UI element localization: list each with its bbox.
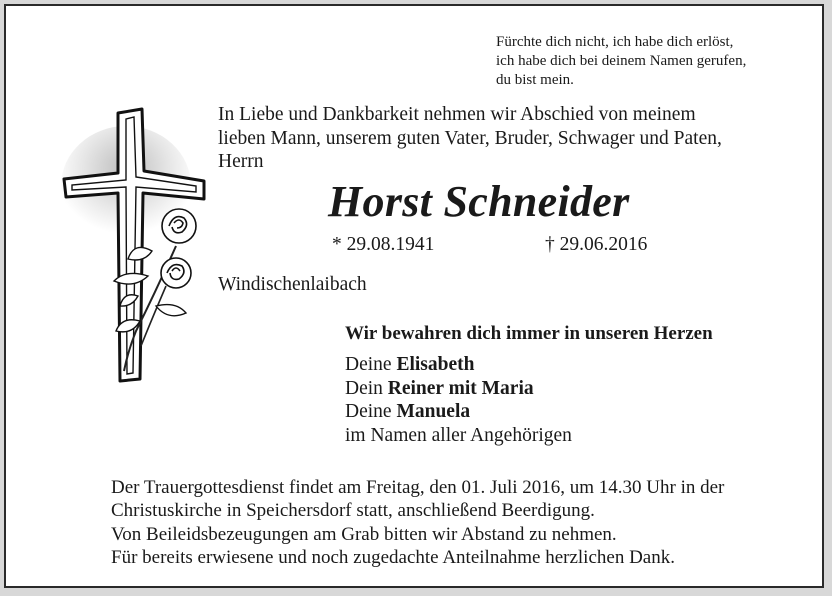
deceased-name: Horst Schneider bbox=[328, 177, 630, 226]
footer-line: Der Trauergottesdienst findet am Freitag, den 01. Juli 2016, um 14.30 Uhr in der bbox=[111, 477, 725, 498]
intro-text bbox=[218, 103, 722, 174]
cross-with-roses-icon bbox=[56, 101, 216, 391]
verse-line: du bist mein. bbox=[496, 72, 574, 88]
death-date: † 29.06.2016 bbox=[545, 234, 648, 255]
signatories-closing: im Namen aller Angehörigen bbox=[345, 424, 572, 446]
intro-line: Herrn bbox=[218, 151, 264, 172]
signatory-prefix: Dein bbox=[345, 377, 388, 399]
signatory-line bbox=[345, 377, 572, 401]
signatory-line bbox=[345, 400, 572, 424]
signatory-line bbox=[345, 353, 572, 377]
signatory-name: Elisabeth bbox=[396, 354, 475, 375]
bible-verse bbox=[496, 33, 746, 90]
obituary-card bbox=[4, 4, 824, 588]
signatory-prefix: Deine bbox=[345, 354, 397, 375]
verse-line: ich habe dich bei deinem Namen gerufen, bbox=[496, 53, 747, 69]
signatory-name: Manuela bbox=[396, 401, 471, 423]
signatory-prefix: Deine bbox=[345, 401, 397, 423]
signatories bbox=[345, 353, 572, 447]
intro-line: In Liebe und Dankbarkeit nehmen wir Abschied von meinem bbox=[218, 104, 696, 125]
birth-date: * 29.08.1941 bbox=[332, 234, 435, 255]
footer-text bbox=[111, 476, 724, 569]
footer-line: Für bereits erwiesene und noch zugedachte Anteilnahme herzlichen Dank. bbox=[111, 546, 675, 568]
hometown: Windischenlaibach bbox=[218, 274, 367, 295]
footer-line: Christuskirche in Speichersdorf statt, anschließend Beerdigung. bbox=[111, 500, 595, 522]
footer-line: Von Beileidsbezeugungen am Grab bitten wir Abstand zu nehmen. bbox=[111, 523, 617, 545]
signatory-name: Reiner mit Maria bbox=[387, 377, 534, 399]
intro-line: lieben Mann, unserem guten Vater, Bruder, Schwager und Paten, bbox=[218, 127, 722, 149]
motto: Wir bewahren dich immer in unseren Herzen bbox=[345, 323, 713, 344]
verse-line: Fürchte dich nicht, ich habe dich erlöst, bbox=[496, 34, 734, 50]
